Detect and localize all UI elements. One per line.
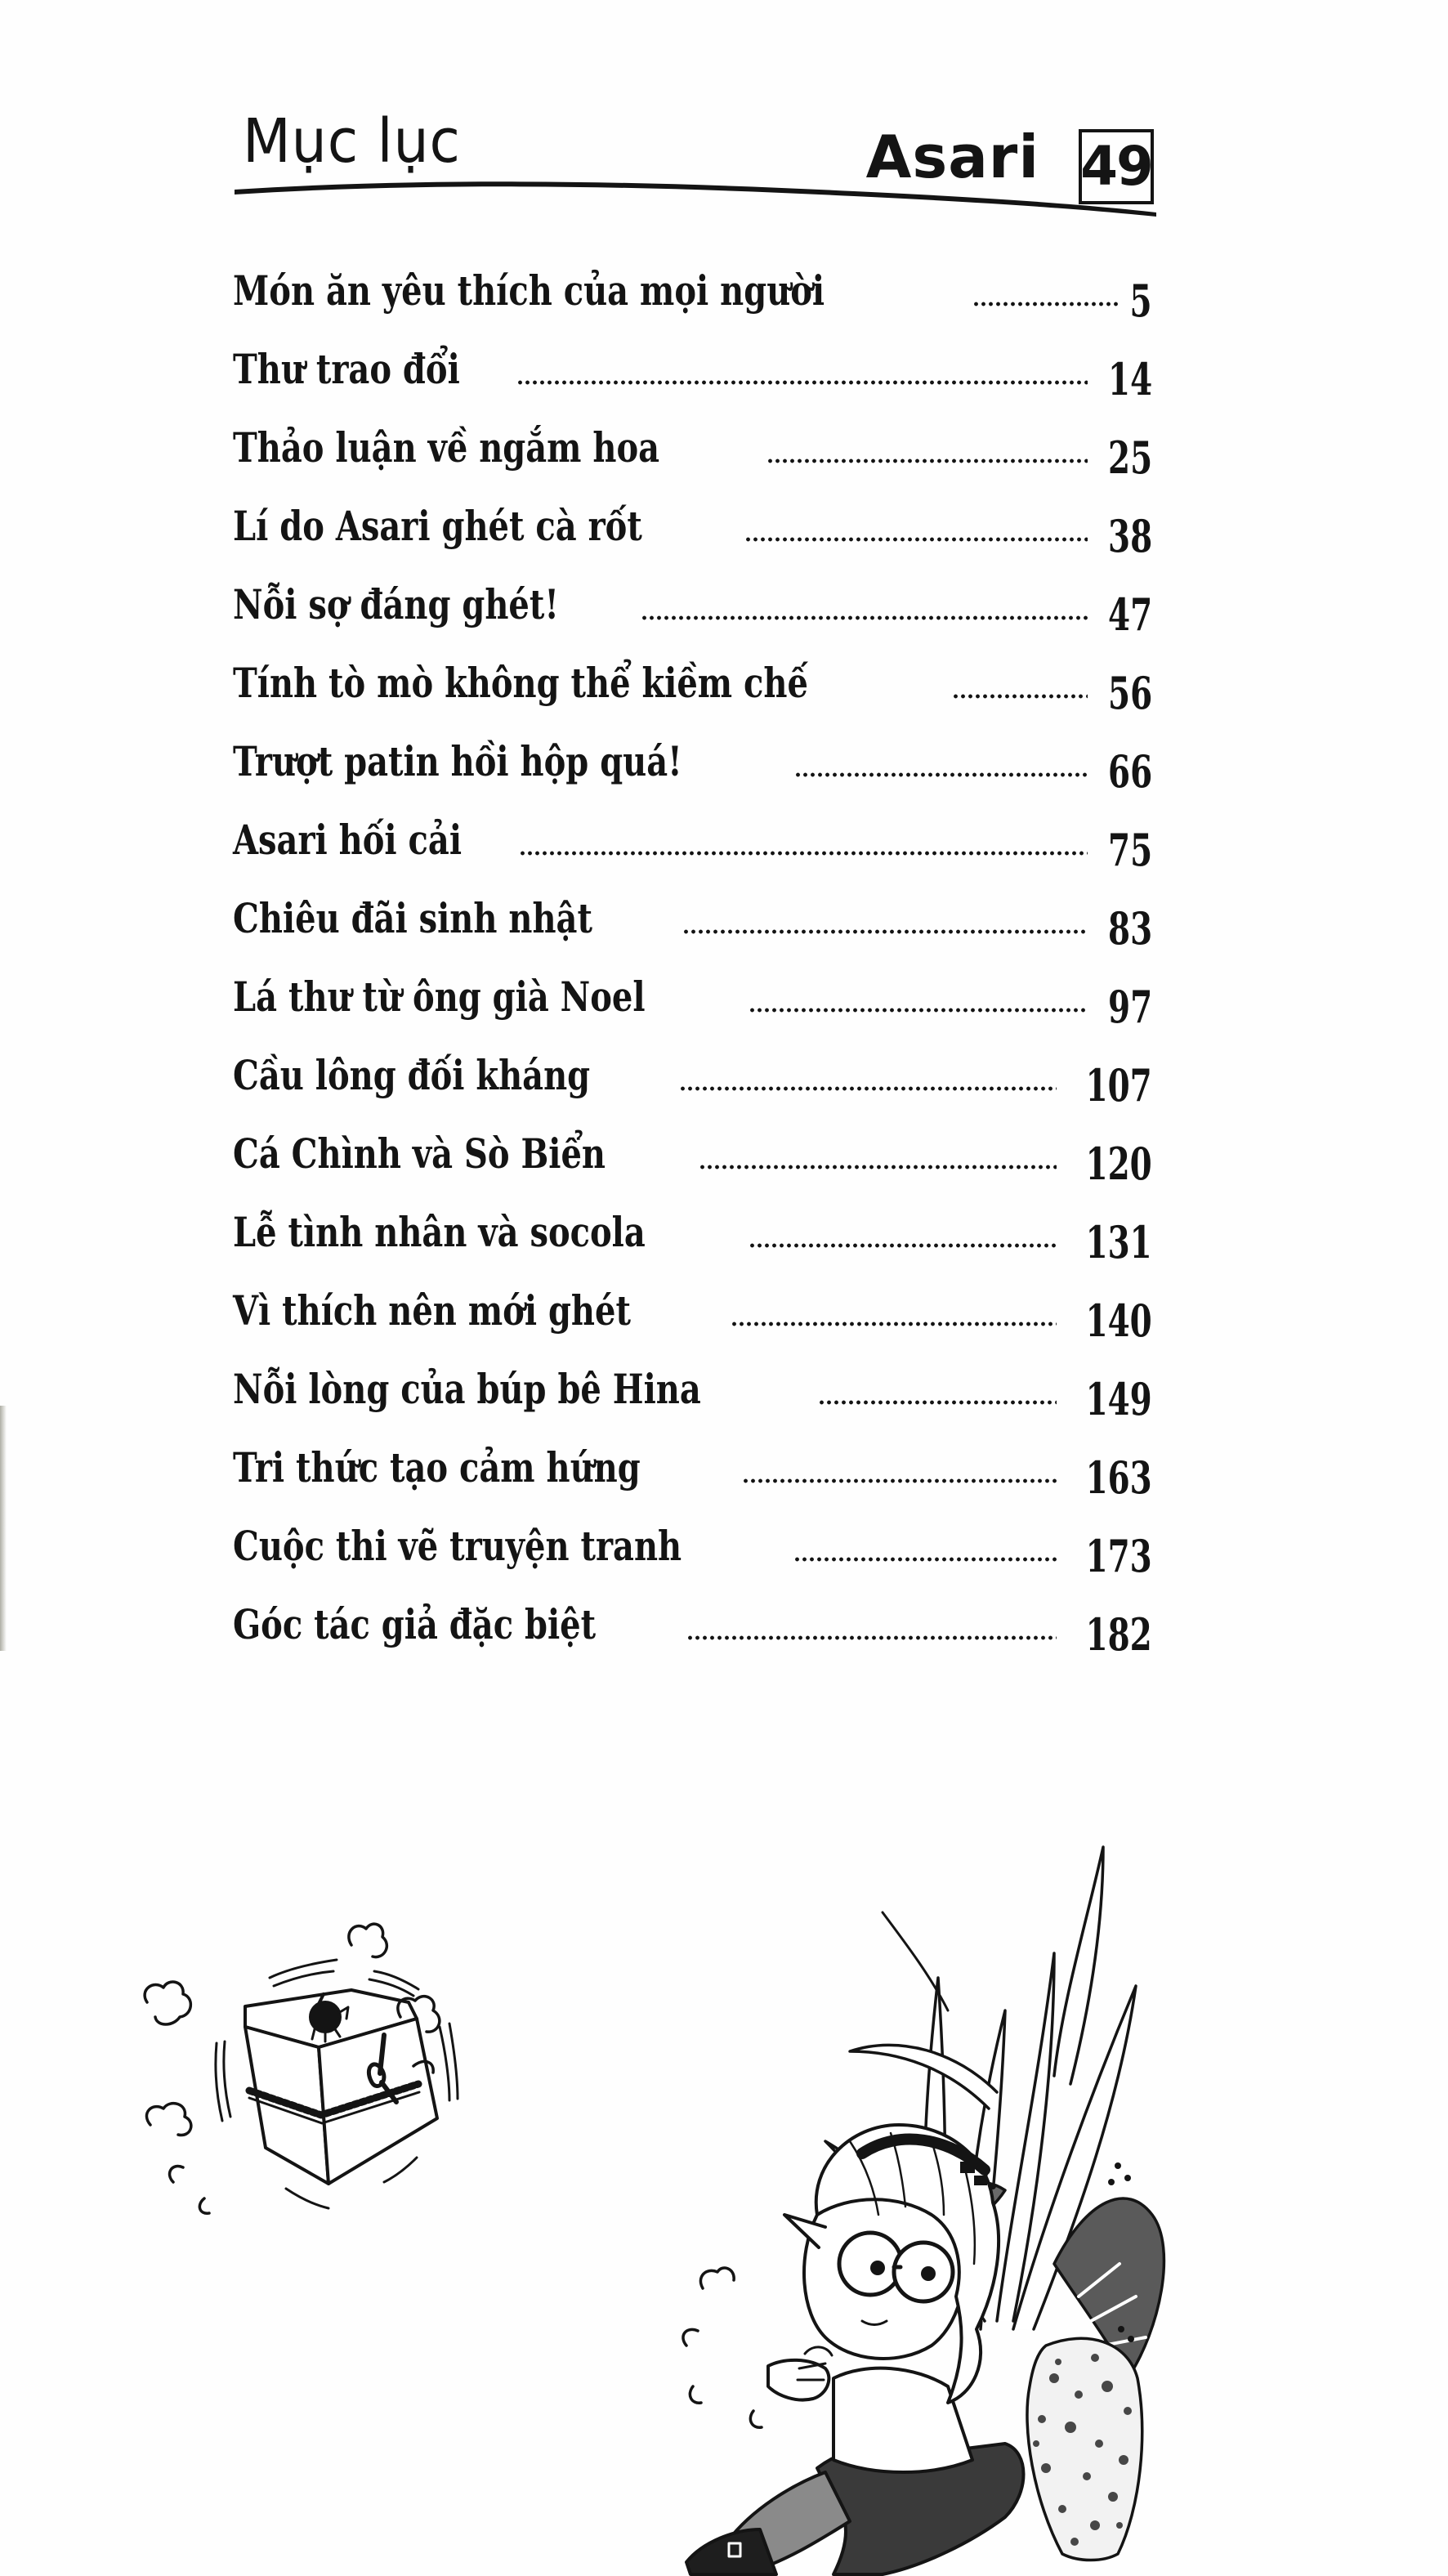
- asari-character-icon: [683, 2125, 1024, 2574]
- toc-entry-page: 75: [1107, 824, 1152, 876]
- volume-number-badge: 49: [1079, 129, 1154, 204]
- dot-leader: [641, 615, 1088, 620]
- toc-entry-title: Tính tò mò không thể kiềm chế: [233, 659, 808, 707]
- toc-entry-page: 38: [1107, 510, 1152, 562]
- header-swoosh-rule: [233, 178, 1160, 219]
- dot-leader: [749, 1243, 1057, 1248]
- toc-entry-title: Chiêu đãi sinh nhật: [233, 894, 592, 942]
- dot-leader: [794, 772, 1088, 777]
- toc-entry-title: Cầu lông đối kháng: [233, 1051, 591, 1099]
- toc-entry[interactable]: [233, 782, 1152, 876]
- dot-leader: [679, 1086, 1057, 1091]
- toc-entry[interactable]: [233, 1253, 1152, 1347]
- toc-entry-page: 47: [1107, 588, 1152, 641]
- toc-entry-page: 66: [1107, 745, 1152, 798]
- dot-leader: [749, 1008, 1088, 1013]
- dot-leader: [682, 929, 1088, 934]
- toc-entry[interactable]: [233, 1017, 1152, 1111]
- dot-leader: [744, 537, 1088, 542]
- toc-entry-title: Nỗi lòng của búp bê Hina: [233, 1365, 701, 1413]
- toc-entry-page: 56: [1107, 667, 1152, 719]
- dot-leader: [516, 380, 1088, 385]
- dot-leader: [699, 1165, 1057, 1169]
- toc-entry-title: Trượt patin hồi hộp quá!: [233, 737, 682, 785]
- toc-entry-title: Lí do Asari ghét cà rốt: [233, 502, 642, 550]
- toc-entry-title: Cá Chình và Sò Biển: [233, 1129, 606, 1178]
- toc-entry-page: 5: [1129, 275, 1152, 327]
- toc-entry[interactable]: [233, 390, 1152, 484]
- dot-leader: [952, 694, 1088, 699]
- toc-entry-page: 25: [1107, 432, 1152, 484]
- toc-entry[interactable]: [233, 1410, 1152, 1504]
- toc-entry-page: 83: [1107, 902, 1152, 955]
- toc-entry-title: Thư trao đổi: [233, 345, 460, 393]
- toc-entry-page: 14: [1107, 353, 1152, 405]
- toc-entry[interactable]: [233, 1174, 1152, 1268]
- toc-entry[interactable]: [233, 861, 1152, 955]
- toc-entry-page: 97: [1107, 981, 1152, 1033]
- toc-entry[interactable]: [233, 233, 1152, 327]
- toc-entry[interactable]: [233, 1096, 1152, 1190]
- dot-leader: [519, 851, 1088, 856]
- toc-header: [233, 106, 1160, 221]
- toc-entry-page: 107: [1085, 1059, 1152, 1111]
- toc-entry-page: 120: [1085, 1138, 1152, 1190]
- toc-entry-title: Tri thức tạo cảm hứng: [233, 1443, 641, 1491]
- toc-entry-title: Lá thư từ ông già Noel: [233, 973, 646, 1021]
- toc-entry[interactable]: [233, 547, 1152, 641]
- toc-entry[interactable]: [233, 704, 1152, 798]
- toc-entry-title: Vì thích nên mới ghét: [233, 1286, 631, 1335]
- toc-entry-title: Món ăn yêu thích của mọi người: [233, 266, 825, 315]
- dot-leader: [686, 1635, 1057, 1640]
- toc-entry-page: 182: [1085, 1608, 1152, 1661]
- toc-entry-page: 131: [1085, 1216, 1152, 1268]
- dot-leader: [972, 302, 1118, 306]
- toc-entry-title: Thảo luận về ngắm hoa: [233, 423, 660, 472]
- toc-entry-page: 173: [1085, 1530, 1152, 1582]
- dot-leader: [766, 458, 1088, 463]
- toc-entry[interactable]: [233, 1488, 1152, 1582]
- toc-entry-title: Lễ tình nhân và socola: [233, 1208, 646, 1256]
- dot-leader: [818, 1400, 1057, 1405]
- toc-entry[interactable]: [233, 625, 1152, 719]
- toc-entry-title: Góc tác giả đặc biệt: [233, 1600, 597, 1648]
- toc-entry[interactable]: [233, 311, 1152, 405]
- toc-entry[interactable]: [233, 939, 1152, 1033]
- toc-entry-page: 163: [1085, 1451, 1152, 1504]
- toc-entry-page: 140: [1085, 1295, 1152, 1347]
- series-name: Asari: [865, 123, 1039, 191]
- table-of-contents: [233, 233, 1152, 1661]
- toc-entry-title: Nỗi sợ đáng ghét!: [233, 580, 559, 628]
- dot-leader: [793, 1557, 1057, 1562]
- shaking-box-icon: [145, 1924, 458, 2213]
- toc-entry[interactable]: [233, 1567, 1152, 1661]
- dot-leader: [731, 1322, 1057, 1326]
- page-title: Mục lục: [243, 106, 461, 177]
- toc-entry[interactable]: [233, 1331, 1152, 1425]
- toc-entry-page: 149: [1085, 1373, 1152, 1425]
- dot-leader: [742, 1478, 1057, 1483]
- toc-entry-title: Asari hối cải: [233, 816, 463, 864]
- toc-entry-title: Cuộc thi vẽ truyện tranh: [233, 1522, 682, 1570]
- page-gutter-shadow: [0, 1406, 7, 1651]
- toc-entry[interactable]: [233, 468, 1152, 562]
- chapter-illustration: [114, 1757, 1177, 2576]
